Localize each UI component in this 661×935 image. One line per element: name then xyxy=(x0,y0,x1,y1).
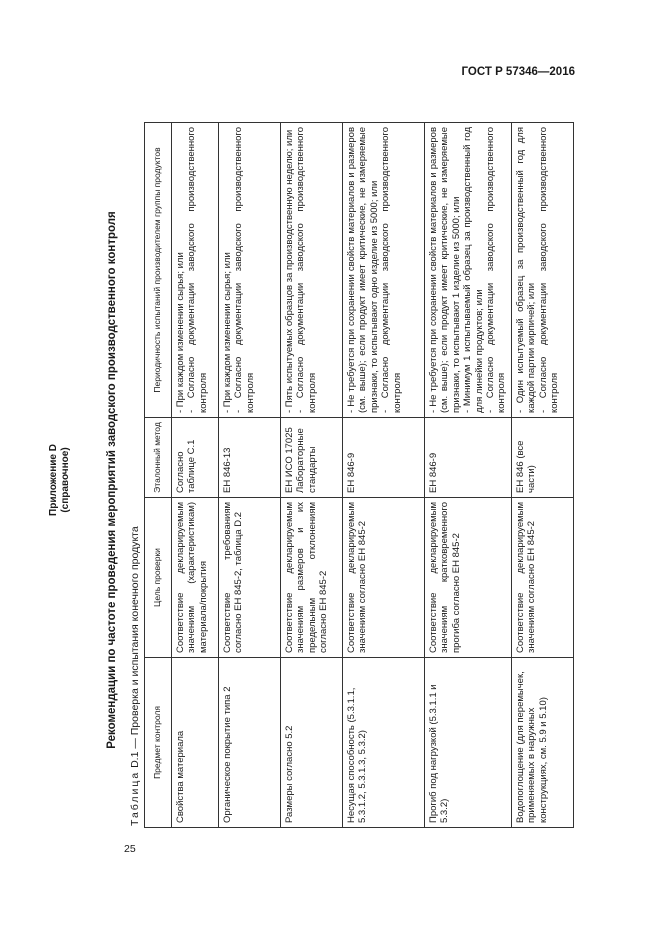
cell-subject: Водопоглощение (для перемычек, применяемых в наружных конструкциях, см. 5.9 и 5.10) xyxy=(511,658,573,828)
cell-method: ЕН 846-13 xyxy=(219,418,281,498)
table-row xyxy=(343,123,425,828)
appendix-header xyxy=(48,120,72,840)
cell-purpose: Соответствие декларируемым значениям согласно ЕН 845-2 xyxy=(343,498,425,658)
cell-frequency: - Не требуется при сохранении свойств материалов и размеров (см. выше); если продукт имеет критические, не измеряемые признаки, то испытывают одно изделие из 5000; или - Согласно документации заводского производственного контроля xyxy=(343,123,425,418)
column-header-frequency: Периодичность испытаний производителем группы продуктов xyxy=(145,123,172,418)
section-heading: Рекомендации по частоте проведения мероприятий заводского производственного контроля xyxy=(106,211,118,749)
appendix-subtitle: (справочное) xyxy=(60,447,71,513)
table-row xyxy=(425,123,512,828)
table-row xyxy=(281,123,343,828)
cell-purpose: Соответствие декларируемым значениям размеров и их предельным отклонениям согласно ЕН 845-2 xyxy=(281,498,343,658)
table-caption xyxy=(129,526,141,826)
rotated-content xyxy=(48,120,561,840)
column-header-method: Эталонный метод xyxy=(145,418,172,498)
cell-method: ЕН 846-9 xyxy=(343,418,425,498)
table-header-row xyxy=(145,123,172,828)
cell-subject: Размеры согласно 5.2 xyxy=(281,658,343,828)
cell-purpose: Соответствие декларируемым значениям (характеристикам) материала/покрытия xyxy=(172,498,219,658)
cell-frequency: - Пять испытуемых образцов за производственную неделю; или - Согласно документации заводского производственного контроля xyxy=(281,123,343,418)
table-caption-prefix: Таблица xyxy=(129,770,141,826)
cell-subject: Несущая способность (5.3.1.1, 5.3.1.2, 5.3.1.3, 5.3.2) xyxy=(343,658,425,828)
appendix-title: Приложение D xyxy=(48,444,59,516)
cell-frequency: - При каждом изменении сырья; или - Согласно документации заводского производственного контроля xyxy=(172,123,219,418)
inspection-table xyxy=(144,122,574,828)
cell-frequency: - Не требуется при сохранении свойств материалов и размеров (см. выше); если продукт имеет критические, не измеряемые признаки, то испытывают 1 изделие из 5000; или - Минимум 1 испытываемый образец за производственный год для линейки продуктов; или - Согласно документации заводского производственного контроля xyxy=(425,123,512,418)
table-body xyxy=(172,123,574,828)
table-row xyxy=(172,123,219,828)
cell-purpose: Соответствие требованиям согласно ЕН 845-2, таблица D.2 xyxy=(219,498,281,658)
cell-frequency: - При каждом изменении сырья; или - Согласно документации заводского производственного контроля xyxy=(219,123,281,418)
table-row xyxy=(511,123,573,828)
cell-method: ЕН ИСО 17025 Лабораторные стандарты xyxy=(281,418,343,498)
column-header-subject: Предмет контроля xyxy=(145,658,172,828)
cell-purpose: Соответствие декларируемым значениям кратковременного прогиба согласно ЕН 845-2 xyxy=(425,498,512,658)
table-caption-text: D.1 — Проверка и испытания конечного продукта xyxy=(129,526,141,771)
cell-subject: Свойства материала xyxy=(172,658,219,828)
cell-frequency: - Один испытуемый образец за производственный год для каждой партии кирпичей; или - Согласно документации заводского производственного контроля xyxy=(511,123,573,418)
column-header-purpose: Цель проверки xyxy=(145,498,172,658)
standard-code: ГОСТ Р 57346—2016 xyxy=(461,66,575,78)
cell-purpose: Соответствие декларируемым значениям согласно ЕН 845-2 xyxy=(511,498,573,658)
cell-subject: Органическое покрытие типа 2 xyxy=(219,658,281,828)
cell-subject: Прогиб под нагрузкой (5.3.1.1 и 5.3.2) xyxy=(425,658,512,828)
cell-method: ЕН 846 (все части) xyxy=(511,418,573,498)
cell-method: Согласно таблице С.1 xyxy=(172,418,219,498)
table-row xyxy=(219,123,281,828)
page-number: 25 xyxy=(124,843,136,855)
cell-method: ЕН 846-9 xyxy=(425,418,512,498)
